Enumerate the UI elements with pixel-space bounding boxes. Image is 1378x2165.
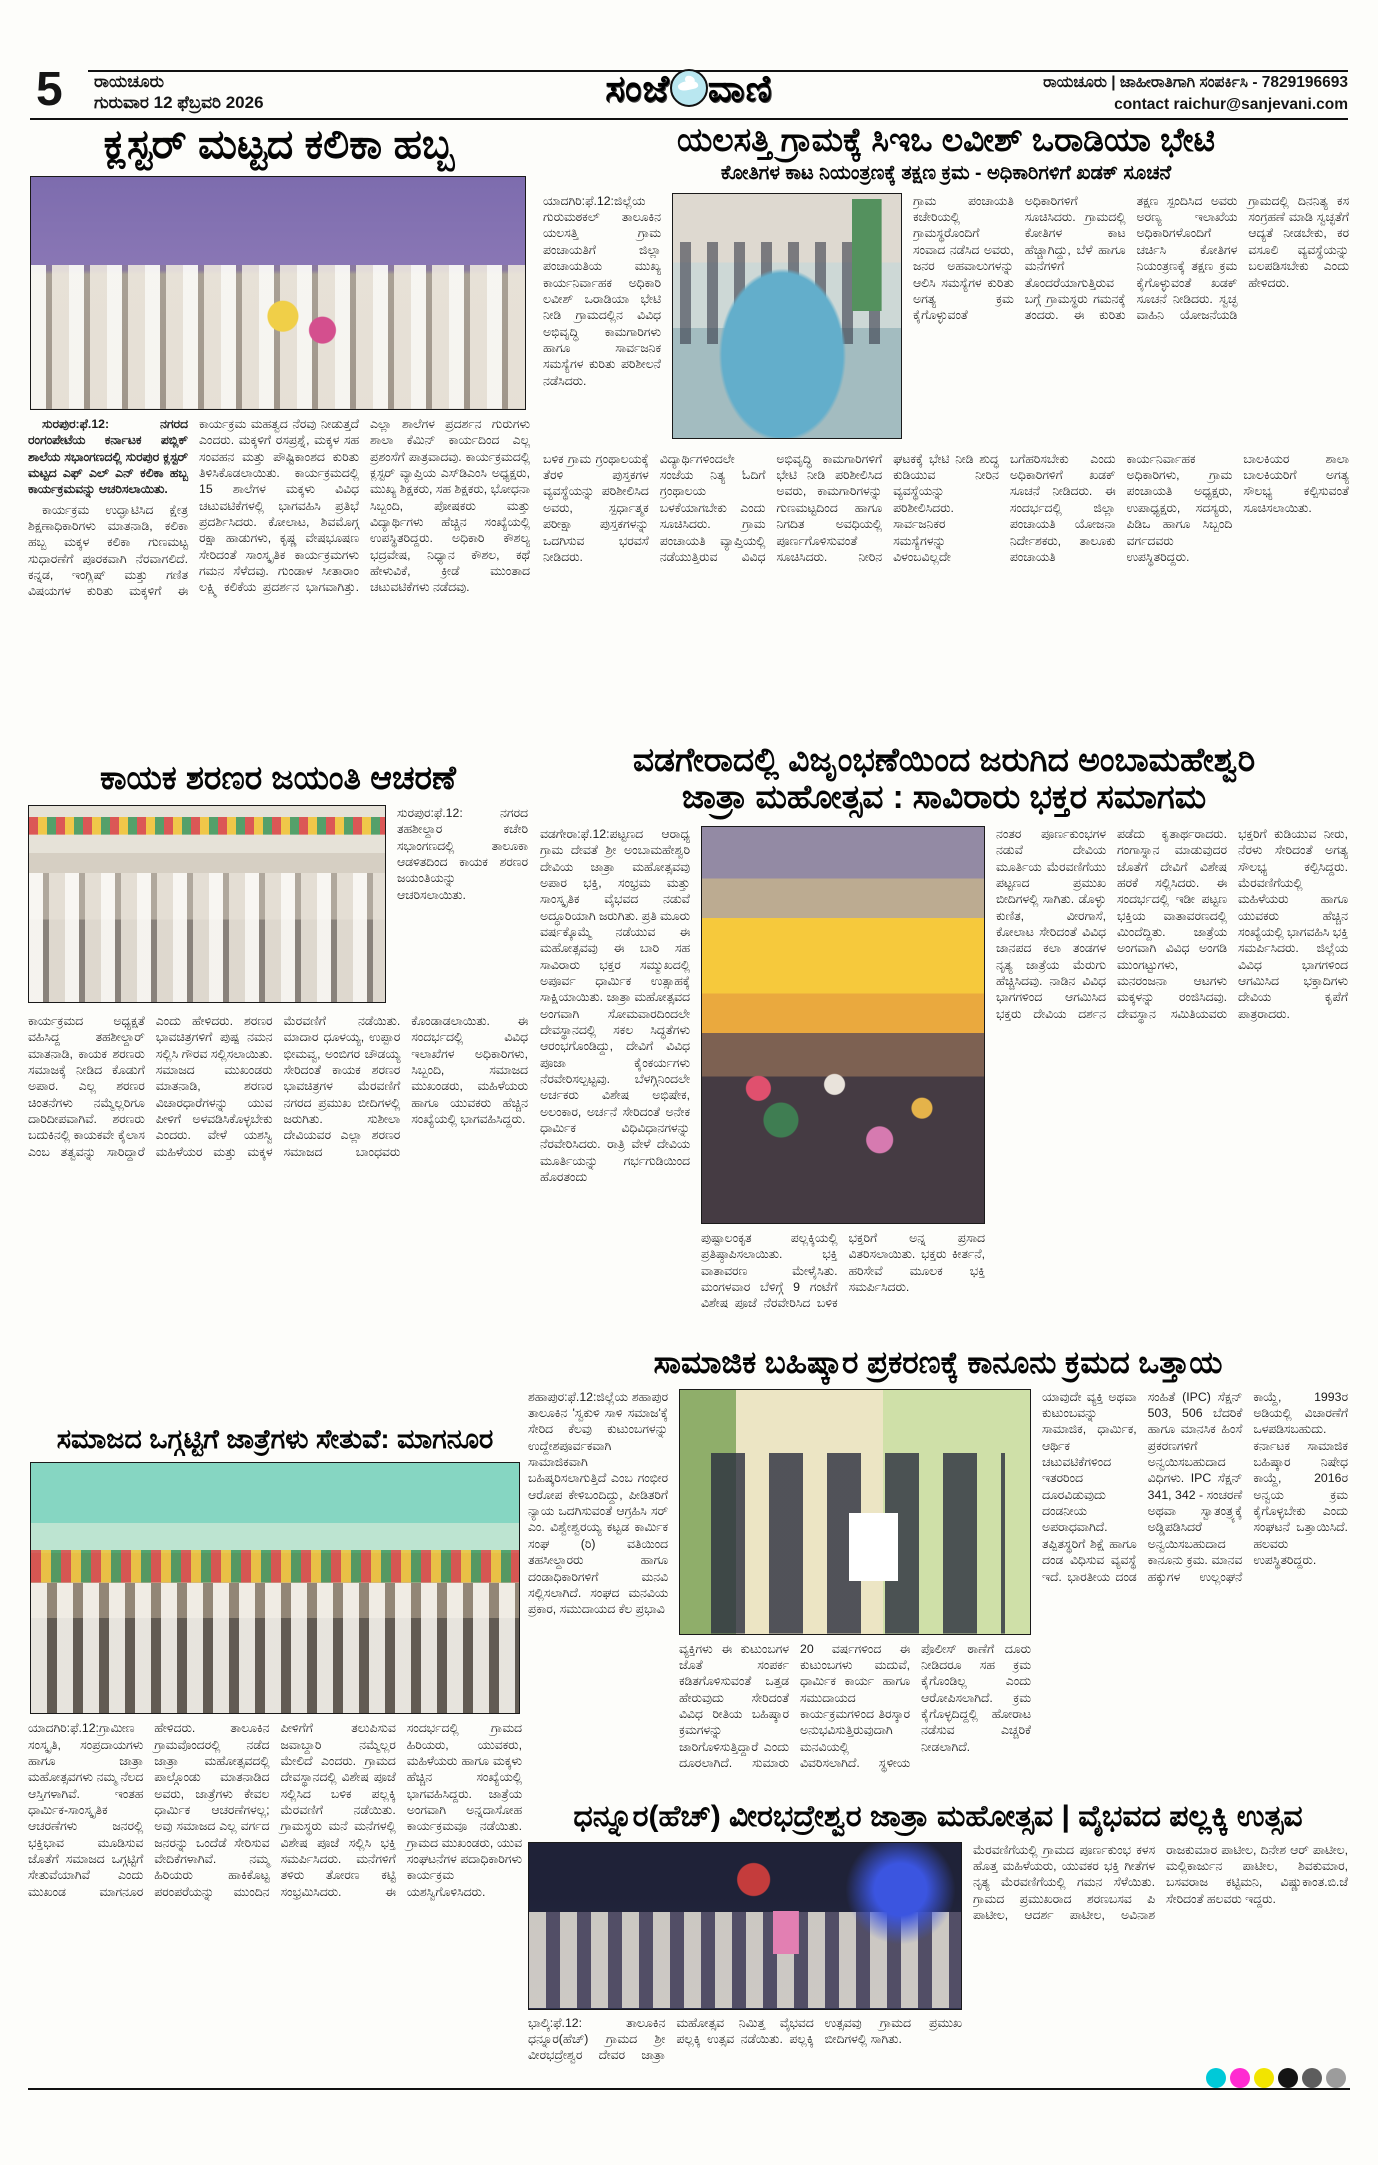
masthead-left: ಸಂಜೆ bbox=[605, 68, 670, 109]
article-a-text: ಕಾರ್ಯಕ್ರಮ ಉದ್ಘಾಟಿಸಿದ ಕ್ಷೇತ್ರ ಶಿಕ್ಷಣಾಧಿಕಾರಿಗಳು ಮಾತನಾಡಿ, ಕಲಿಕಾ ಹಬ್ಬ ಮಕ್ಕಳ ಕಲಿಕಾ ಗುಣಮಟ್ಟ ಸುಧಾರಣೆಗೆ ಪೂರಕವಾಗಿ ನೆರವಾಗಲಿದೆ. ಕನ್ನಡ, ಇಂಗ್ಲಿಷ್ ಮತ್ತು ಗಣಿತ ವಿಷಯಗಳ ಕುರಿತು ಮಕ್ಕಳಿಗೆ ಈ ಕಾರ್ಯಕ್ರಮ ಮಹತ್ವದ ನೆರವು ನೀಡುತ್ತದೆ ಎಂದರು. ಮಕ್ಕಳಿಗೆ ರಸಪ್ರಶ್ನೆ, ಮಕ್ಕಳ ಸಹ ಸಂವಹನ ಮತ್ತು ಪೌಷ್ಟಿಕಾಂಶದ ಕುರಿತು ತಿಳಿಸಿಕೊಡಲಾಯಿತು. ಕಾರ್ಯಕ್ರಮದಲ್ಲಿ 15 ಶಾಲೆಗಳ ಮಕ್ಕಳು ವಿವಿಧ ಚಟುವಟಿಕೆಗಳಲ್ಲಿ ಭಾಗವಹಿಸಿ ಪ್ರತಿಭೆ ಪ್ರದರ್ಶಿಸಿದರು. ಕೋಲಾಟ, ಶಿವಮೊಗ್ಗ ರಕ್ಷಾ ಹಾಡುಗಳು, ಕೃಷ್ಣ ವೇಷಭೂಷಣ ಸೇರಿದಂತೆ ಸಾಂಸ್ಕೃತಿಕ ಕಾರ್ಯಕ್ರಮಗಳು ಗಮನ ಸೆಳೆದವು. ಗುಂಡಾಳ ಸೀತಾರಾಂ ಲಕ್ಷ್ಮಿ ಕಲಿಕೆಯ ಪ್ರದರ್ಶನ ಭಾಗವಾಗಿತ್ತು. ಎಲ್ಲಾ ಶಾಲೆಗಳ ಪ್ರದರ್ಶನ ಗುರುಗಳು ಶಾಲಾ ಕೆಮಿನ್ ಕಾರ್ಯದಿಂದ ಎಲ್ಲ ಪ್ರಶಂಸೆಗೆ ಪಾತ್ರವಾದವು. ಕಾರ್ಯಕ್ರಮದಲ್ಲಿ ಕ್ಲಸ್ಟರ್ ವ್ಯಾಪ್ತಿಯ ಎಸ್‌ಡಿಎಂಸಿ ಅಧ್ಯಕ್ಷರು, ಮುಖ್ಯ ಶಿಕ್ಷಕರು, ಸಹ ಶಿಕ್ಷಕರು, ಭೋಧನಾ ಸಿಬ್ಬಂದಿ, ಪೋಷಕರು ಮತ್ತು ವಿದ್ಯಾರ್ಥಿಗಳು ಹೆಚ್ಚಿನ ಸಂಖ್ಯೆಯಲ್ಲಿ ಉಪಸ್ಥಿತರಿದ್ದರು. ಅಧಿಕಾರಿ ಕೌಶಲ್ಯ ಭದ್ರವೇಷ, ನಿಧ್ಯಾನ ಕೌಶಲ, ಕಥೆ ಹೇಳುವಿಕೆ, ಕ್ರೀಡೆ ಮುಂತಾದ ಚಟುವಟಿಕೆಗಳು ನಡೆದವು. bbox=[28, 416, 530, 599]
article-a-body bbox=[28, 416, 530, 758]
article-b-headline: ಯಲಸತ್ತಿ ಗ್ರಾಮಕ್ಕೆ ಸಿಇಒ ಲವೀಶ್ ಒರಾಡಿಯಾ ಭೇಟಿ bbox=[676, 121, 1216, 158]
article-a-photo bbox=[30, 176, 526, 410]
magenta-print-dot bbox=[1230, 2068, 1250, 2088]
contact-email-line: contact raichur@sanjevani.com bbox=[1114, 96, 1348, 114]
print-registration-marks bbox=[1206, 2068, 1346, 2088]
article-pallakki-utsava bbox=[528, 1800, 1348, 2084]
article-e-body: ಯಾದಗಿರಿ:ಫೆ.12:ಗ್ರಾಮೀಣ ಸಂಸ್ಕೃತಿ, ಸಂಪ್ರದಾಯಗಳು ಹಾಗೂ ಜಾತ್ರಾ ಮಹೋತ್ಸವಗಳು ನಮ್ಮ ನೆಲದ ಆಸ್ತಿಗಳಾಗಿವೆ. ಇಂತಹ ಧಾರ್ಮಿಕ-ಸಾಂಸ್ಕೃತಿಕ ಆಚರಣೆಗಳು ಜನರಲ್ಲಿ ಭಕ್ತಿಭಾವ ಮೂಡಿಸುವ ಜೊತೆಗೆ ಸಮಾಜದ ಒಗ್ಗಟ್ಟಿಗೆ ಸೇತುವೆಯಾಗಿವೆ ಎಂದು ಮುಖಂಡ ಮಾಗನೂರ ಹೇಳಿದರು. ತಾಲೂಕಿನ ಗ್ರಾಮವೊಂದರಲ್ಲಿ ನಡೆದ ಜಾತ್ರಾ ಮಹೋತ್ಸವದಲ್ಲಿ ಪಾಲ್ಗೊಂಡು ಮಾತನಾಡಿದ ಅವರು, ಜಾತ್ರೆಗಳು ಕೇವಲ ಧಾರ್ಮಿಕ ಆಚರಣೆಗಳಲ್ಲ; ಅವು ಸಮಾಜದ ಎಲ್ಲ ವರ್ಗದ ಜನರನ್ನು ಒಂದೆಡೆ ಸೇರಿಸುವ ವೇದಿಕೆಗಳಾಗಿವೆ. ನಮ್ಮ ಹಿರಿಯರು ಹಾಕಿಕೊಟ್ಟ ಪರಂಪರೆಯನ್ನು ಮುಂದಿನ ಪೀಳಿಗೆಗೆ ತಲುಪಿಸುವ ಜವಾಬ್ದಾರಿ ನಮ್ಮೆಲ್ಲರ ಮೇಲಿದೆ ಎಂದರು. ಗ್ರಾಮದ ದೇವಸ್ಥಾನದಲ್ಲಿ ವಿಶೇಷ ಪೂಜೆ ಸಲ್ಲಿಸಿದ ಬಳಿಕ ಪಲ್ಲಕ್ಕಿ ಮೆರವಣಿಗೆ ನಡೆಯಿತು. ಗ್ರಾಮಸ್ಥರು ಮನೆ ಮನೆಗಳಲ್ಲಿ ವಿಶೇಷ ಪೂಜೆ ಸಲ್ಲಿಸಿ ಭಕ್ತಿ ಸಮರ್ಪಿಸಿದರು. ಮನೆಗಳಿಗೆ ತಳಿರು ತೋರಣ ಕಟ್ಟಿ ಸಂಭ್ರಮಿಸಿದರು. ಈ ಸಂದರ್ಭದಲ್ಲಿ ಗ್ರಾಮದ ಹಿರಿಯರು, ಯುವಕರು, ಮಹಿಳೆಯರು ಹಾಗೂ ಮಕ್ಕಳು ಹೆಚ್ಚಿನ ಸಂಖ್ಯೆಯಲ್ಲಿ ಭಾಗವಹಿಸಿದ್ದರು. ಜಾತ್ರೆಯ ಅಂಗವಾಗಿ ಅನ್ನದಾಸೋಹ ಕಾರ್ಯಕ್ರಮವೂ ನಡೆಯಿತು. ಗ್ರಾಮದ ಮುಖಂಡರು, ಯುವ ಸಂಘಟನೆಗಳ ಪದಾಧಿಕಾರಿಗಳು ಕಾರ್ಯಕ್ರಮ ಯಶಸ್ವಿಗೊಳಿಸಿದರು. bbox=[28, 1721, 522, 1899]
article-d-col1: ವಡಗೇರಾ:ಫೆ.12:ಪಟ್ಟಣದ ಆರಾಧ್ಯ ಗ್ರಾಮ ದೇವತೆ ಶ್ರೀ ಅಂಬಾಮಹೇಶ್ವರಿ ದೇವಿಯ ಜಾತ್ರಾ ಮಹೋತ್ಸವವು ಅಪಾರ ಭಕ್ತಿ, ಸಂಭ್ರಮ ಮತ್ತು ಸಾಂಸ್ಕೃತಿಕ ವೈಭವದ ನಡುವೆ ಅದ್ಧೂರಿಯಾಗಿ ಜರುಗಿತು. ಪ್ರತಿ ಮೂರು ವರ್ಷಕ್ಕೊಮ್ಮೆ ನಡೆಯುವ ಈ ಮಹೋತ್ಸವವು ಈ ಬಾರಿ ಸಹ ಸಾವಿರಾರು ಭಕ್ತರ ಸಮ್ಮುಖದಲ್ಲಿ ಅಪೂರ್ವ ಧಾರ್ಮಿಕ ಉತ್ಸಾಹಕ್ಕೆ ಸಾಕ್ಷಿಯಾಯಿತು. ಜಾತ್ರಾ ಮಹೋತ್ಸವದ ಅಂಗವಾಗಿ ಸೋಮವಾರದಿಂದಲೇ ದೇವಸ್ಥಾನದಲ್ಲಿ ಸಕಲ ಸಿದ್ಧತೆಗಳು ಆರಂಭಗೊಂಡಿದ್ದು, ದೇವಿಗೆ ವಿವಿಧ ಪೂಜಾ ಕೈಂಕರ್ಯಗಳು ನೆರವೇರಿಸಲ್ಪಟ್ಟವು. ಬೆಳಗ್ಗಿನಿಂದಲೇ ಅರ್ಚಕರು ವಿಶೇಷ ಅಭಿಷೇಕ, ಅಲಂಕಾರ, ಅರ್ಚನೆ ಸೇರಿದಂತೆ ಅನೇಕ ಧಾರ್ಮಿಕ ವಿಧಿವಿಧಾನಗಳನ್ನು ನೆರವೇರಿಸಿದರು. ರಾತ್ರಿ ವೇಳೆ ದೇವಿಯ ಮೂರ್ತಿಯನ್ನು ಗರ್ಭಗುಡಿಯಿಂದ ಹೊರತಂದು bbox=[540, 826, 690, 1185]
article-f-headline: ಸಾಮಾಜಿಕ ಬಹಿಷ್ಕಾರ ಪ್ರಕರಣಕ್ಕೆ ಕಾನೂನು ಕ್ರಮದ ಒತ್ತಾಯ bbox=[653, 1345, 1223, 1380]
article-c-body: ಕಾರ್ಯಕ್ರಮದ ಅಧ್ಯಕ್ಷತೆ ವಹಿಸಿದ್ದ ತಹಶೀಲ್ದಾರ್ ಮಾತನಾಡಿ, ಕಾಯಕ ಶರಣರು ಸಮಾಜಕ್ಕೆ ನೀಡಿದ ಕೊಡುಗೆ ಅಪಾರ. ಎಲ್ಲ ಶರಣರ ಚಿಂತನೆಗಳು ನಮ್ಮೆಲ್ಲರಿಗೂ ದಾರಿದೀಪವಾಗಿವೆ. ಶರಣರು ಬದುಕಿನಲ್ಲಿ ಕಾಯಕವೇ ಕೈಲಾಸ ಎಂಬ ತತ್ವವನ್ನು ಸಾರಿದ್ದಾರೆ ಎಂದು ಹೇಳಿದರು. ಶರಣರ ಭಾವಚಿತ್ರಗಳಿಗೆ ಪುಷ್ಪ ನಮನ ಸಲ್ಲಿಸಿ ಗೌರವ ಸಲ್ಲಿಸಲಾಯಿತು. ಸಮಾಜದ ಮುಖಂಡರು ಮಾತನಾಡಿ, ಶರಣರ ವಿಚಾರಧಾರೆಗಳನ್ನು ಯುವ ಪೀಳಿಗೆ ಅಳವಡಿಸಿಕೊಳ್ಳಬೇಕು ಎಂದರು. ವೇಳೆ ಯಶಸ್ವಿ ಮಹಿಳೆಯರ ಮತ್ತು ಮಕ್ಕಳ ಮೆರವಣಿಗೆ ನಡೆಯಿತು. ಮಾದಾರ ಧೂಳಯ್ಯ, ಉಪ್ಪಾರ ಭೀಮವ್ವ, ಅಂಬಿಗರ ಚೌಡಯ್ಯ ಸೇರಿದಂತೆ ಕಾಯಕ ಶರಣರ ಭಾವಚಿತ್ರಗಳ ಮೆರವಣಿಗೆ ನಗರದ ಪ್ರಮುಖ ಬೀದಿಗಳಲ್ಲಿ ಜರುಗಿತು. ಸುಶೀಲಾ ದೇವಿಯವರ ಎಲ್ಲಾ ಶರಣರ ಸಮಾಜದ ಬಾಂಧವರು ಕೊಂಡಾಡಲಾಯಿತು. ಈ ಸಂದರ್ಭದಲ್ಲಿ ವಿವಿಧ ಇಲಾಖೆಗಳ ಅಧಿಕಾರಿಗಳು, ಸಿಬ್ಬಂದಿ, ಸಮಾಜದ ಮುಖಂಡರು, ಮಹಿಳೆಯರು ಹಾಗೂ ಯುವಕರು ಹೆಚ್ಚಿನ ಸಂಖ್ಯೆಯಲ್ಲಿ ಭಾಗವಹಿಸಿದ್ದರು. bbox=[28, 1013, 528, 1159]
article-b-subhead: ಕೋತಿಗಳ ಕಾಟ ನಿಯಂತ್ರಣಕ್ಕೆ ತಕ್ಷಣ ಕ್ರಮ - ಅಧಿಕಾರಿಗಳಿಗೆ ಖಡಕ್ ಸೂಚನೆ bbox=[720, 161, 1172, 184]
article-kayaka-sharanara-jayanti bbox=[28, 760, 528, 1420]
bottom-rule bbox=[28, 2088, 1350, 2090]
article-b-col1: ಯಾದಗಿರಿ:ಫೆ.12:ಜಿಲ್ಲೆಯ ಗುರುಮಠಕಲ್ ತಾಲೂಕಿನ ಯಲಸತ್ತಿ ಗ್ರಾಮ ಪಂಚಾಯತಿಗೆ ಜಿಲ್ಲಾ ಪಂಚಾಯತಿಯ ಮುಖ್ಯ ಕಾರ್ಯನಿರ್ವಾಹಕ ಅಧಿಕಾರಿ ಲವೀಶ್ ಒರಾಡಿಯಾ ಭೇಟಿ ನೀಡಿ ಗ್ರಾಮದಲ್ಲಿನ ವಿವಿಧ ಅಭಿವೃದ್ಧಿ ಕಾಮಗಾರಿಗಳು ಹಾಗೂ ಸಾರ್ವಜನಿಕ ಸಮಸ್ಯೆಗಳ ಕುರಿತು ಪರಿಶೀಲನೆ ನಡೆಸಿದರು. bbox=[543, 193, 661, 388]
article-g-right: ಮೆರವಣಿಗೆಯಲ್ಲಿ ಗ್ರಾಮದ ಪೂರ್ಣಕುಂಭ ಕಳಸ ಹೊತ್ತ ಮಹಿಳೆಯರು, ಯುವಕರ ಭಕ್ತಿ ಗೀತೆಗಳ ನೃತ್ಯ ಮೆರವಣಿಗೆಯಲ್ಲಿ ಗಮನ ಸೆಳೆಯಿತು. ಗ್ರಾಮದ ಪ್ರಮುಖರಾದ ಶರಣಬಸವ ಪಿ ಪಾಟೀಲ, ಆದರ್ಶ ಪಾಟೀಲ, ಅವಿನಾಶ ರಾಜಕುಮಾರ ಪಾಟೀಲ, ದಿನೇಶ ಆರ್ ಪಾಟೀಲ, ಮಲ್ಲಿಕಾರ್ಜುನ ಪಾಟೀಲ, ಶಿವಕುಮಾರ, ಬಸವರಾಜ ಕಟ್ಟಿಮನಿ, ವಿಷ್ಣುಕಾಂತ.ಬಿ.ಜೆ ಸೇರಿದಂತೆ ಹಲವರು ಇದ್ದರು. bbox=[973, 1842, 1348, 1922]
cyan-print-dot bbox=[1206, 2068, 1226, 2088]
article-b-photo bbox=[672, 193, 902, 439]
masthead-right: ವಾಣಿ bbox=[707, 68, 773, 109]
article-d-headline-line2: ಜಾತ್ರಾ ಮಹೋತ್ಸವ : ಸಾವಿರಾರು ಭಕ್ತರ ಸಮಾಗಮ bbox=[681, 777, 1207, 815]
article-c-photo bbox=[28, 805, 386, 1003]
article-c-headline: ಕಾಯಕ ಶರಣರ ಜಯಂತಿ ಆಚರಣೆ bbox=[99, 759, 457, 796]
gray-print-dot bbox=[1302, 2068, 1322, 2088]
advert-contact-line: ರಾಯಚೂರು | ಜಾಹೀರಾತಿಗಾಗಿ ಸಂಪರ್ಕಿಸಿ - 7829196693 bbox=[1043, 74, 1348, 91]
article-g-under-photo: ಭಾಲ್ಕಿ:ಫೆ.12: ತಾಲೂಕಿನ ಧನ್ನೂರ(ಹೆಚ್) ಗ್ರಾಮದ ಶ್ರೀ ವೀರಭದ್ರೇಶ್ವರ ದೇವರ ಜಾತ್ರಾ ಮಹೋತ್ಸವ ನಿಮಿತ್ತ ವೈಭವದ ಪಲ್ಲಕ್ಕಿ ಉತ್ಸವ ನಡೆಯಿತು. ಪಲ್ಲಕ್ಕಿ ಉತ್ಸವವು ಗ್ರಾಮದ ಪ್ರಮುಖ ಬೀದಿಗಳಲ್ಲಿ ಸಾಗಿತು. bbox=[528, 2015, 962, 2063]
article-d-headline-line1: ವಡಗೇರಾದಲ್ಲಿ ವಿಜೃಂಭಣೆಯಿಂದ ಜರುಗಿದ ಅಂಬಾಮಹೇಶ್ವರಿ bbox=[632, 741, 1256, 778]
article-d-photo bbox=[701, 826, 985, 1224]
article-social-boycott bbox=[528, 1346, 1348, 1798]
article-f-col1: ಶಹಾಪುರ:ಫೆ.12:ಜಿಲ್ಲೆಯ ಶಹಾಪುರ ತಾಲೂಕಿನ 'ಸ್ವಕುಳಿ ಸಾಳಿ ಸಮಾಜ'ಕ್ಕೆ ಸೇರಿದ ಕೆಲವು ಕುಟುಂಬಗಳನ್ನು ಉದ್ದೇಶಪೂರ್ವಕವಾಗಿ ಸಾಮಾಜಿಕವಾಗಿ ಬಹಿಷ್ಕರಿಸಲಾಗುತ್ತಿದೆ ಎಂಬ ಗಂಭೀರ ಆರೋಪ ಕೇಳಿಬಂದಿದ್ದು, ಪೀಡಿತರಿಗೆ ನ್ಯಾಯ ಒದಗಿಸುವಂತೆ ಆಗ್ರಹಿಸಿ ಸರ್ ಎಂ. ವಿಶ್ವೇಶ್ವರಯ್ಯ ಕಟ್ಟಡ ಕಾರ್ಮಿಕ ಸಂಘ (ರಿ) ವತಿಯಿಂದ ತಹಸೀಲ್ದಾರರು ಹಾಗೂ ದಂಡಾಧಿಕಾರಿಗಳಿಗೆ ಮನವಿ ಸಲ್ಲಿಸಲಾಗಿದೆ. ಸಂಘದ ಮನವಿಯ ಪ್ರಕಾರ, ಸಮುದಾಯದ ಕೆಲ ಪ್ರಭಾವಿ bbox=[528, 1389, 668, 1617]
article-cluster-learning-festival bbox=[28, 122, 530, 762]
article-e-headline: ಸಮಾಜದ ಒಗ್ಗಟ್ಟಿಗೆ ಜಾತ್ರೆಗಳು ಸೇತುವೆ: ಮಾಗನೂರ bbox=[56, 1424, 494, 1454]
date-line: ಗುರುವಾರ 12 ಫೆಬ್ರವರಿ 2026 bbox=[94, 93, 264, 112]
article-a-lead: ಸುರಪುರ:ಫೆ.12: ನಗರದ ರಂಗಂಪೇಟೆಯ ಕರ್ನಾಟಕ ಪಬ್ಲಿಕ್ ಶಾಲೆಯ ಸಭಾಂಗಣದಲ್ಲಿ ಸುರಪುರ ಕ್ಲಸ್ಟರ್ ಮಟ್ಟದ ಎಫ್ ಎಲ್ ಎನ್ ಕಲಿಕಾ ಹಬ್ಬ ಕಾರ್ಯಕ್ರಮವನ್ನು ಆಚರಿಸಲಾಯಿತು. bbox=[28, 416, 188, 497]
article-e-photo bbox=[30, 1462, 520, 1714]
article-ceo-visit bbox=[543, 122, 1349, 762]
article-d-under-photo: ಪುಷ್ಪಾಲಂಕೃತ ಪಲ್ಲಕ್ಕಿಯಲ್ಲಿ ಪ್ರತಿಷ್ಠಾಪಿಸಲಾಯಿತು. ಭಕ್ತಿ ವಾತಾವರಣ ಮೇಳೈಸಿತು. ಮಂಗಳವಾರ ಬೆಳಿಗ್ಗೆ 9 ಗಂಟೆಗೆ ವಿಶೇಷ ಪೂಜೆ ನೆರವೇರಿಸಿದ ಬಳಿಕ ಭಕ್ತರಿಗೆ ಅನ್ನ ಪ್ರಸಾದ ವಿತರಿಸಲಾಯಿತು. ಭಕ್ತರು ಕೀರ್ತನೆ, ಹರಿಸೇವೆ ಮೂಲಕ ಭಕ್ತಿ ಸಮರ್ಪಿಸಿದರು. bbox=[701, 1230, 985, 1311]
edition-city: ರಾಯಚೂರು bbox=[94, 72, 165, 91]
article-f-photo-column bbox=[679, 1389, 1031, 1789]
article-g-photo bbox=[528, 1842, 962, 2010]
article-ambamaheshwari-jatra bbox=[540, 742, 1348, 1342]
article-f-right: ಯಾವುದೇ ವ್ಯಕ್ತಿ ಅಥವಾ ಕುಟುಂಬವನ್ನು ಸಾಮಾಜಿಕ, ಧಾರ್ಮಿಕ, ಆರ್ಥಿಕ ಚಟುವಟಿಕೆಗಳಿಂದ ಇತರರಿಂದ ದೂರವಿಡುವುದು ದಂಡನೀಯ ಅಪರಾಧವಾಗಿದೆ. ತಪ್ಪಿತಸ್ಥರಿಗೆ ಶಿಕ್ಷೆ ಹಾಗೂ ದಂಡ ವಿಧಿಸುವ ವ್ಯವಸ್ಥೆ ಇದೆ. ಭಾರತೀಯ ದಂಡ ಸಂಹಿತೆ (IPC) ಸೆಕ್ಷನ್ 503, 506 ಬೆದರಿಕೆ ಹಾಗೂ ಮಾನಸಿಕ ಹಿಂಸೆ ಪ್ರಕರಣಗಳಿಗೆ ಅನ್ವಯಿಸಬಹುದಾದ ವಿಧಿಗಳು. IPC ಸೆಕ್ಷನ್ 341, 342 - ಸಂಚರಣೆ ಅಥವಾ ಸ್ವಾತಂತ್ರ್ಯಕ್ಕೆ ಅಡ್ಡಿಪಡಿಸಿದರೆ ಅನ್ವಯಿಸಬಹುದಾದ ಕಾನೂನು ಕ್ರಮ. ಮಾನವ ಹಕ್ಕುಗಳ ಉಲ್ಲಂಘನೆ ಕಾಯ್ದೆ, 1993ರ ಅಡಿಯಲ್ಲಿ ವಿಚಾರಣೆಗೆ ಒಳಪಡಿಸಬಹುದು. ಕರ್ನಾಟಕ ಸಾಮಾಜಿಕ ಬಹಿಷ್ಕಾರ ನಿಷೇಧ ಕಾಯ್ದೆ, 2016ರ ಅನ್ವಯ ಕ್ರಮ ಕೈಗೊಳ್ಳಬೇಕು ಎಂದು ಸಂಘಟನೆ ಒತ್ತಾಯಿಸಿದೆ. ಹಲವರು ಉಪಸ್ಥಿತರಿದ್ದರು. bbox=[1042, 1389, 1348, 1584]
article-f-photo bbox=[679, 1389, 1031, 1635]
header-bottom-rule bbox=[30, 118, 1348, 120]
black-print-dot bbox=[1278, 2068, 1298, 2088]
article-b-bottom: ಬಳಿಕ ಗ್ರಾಮ ಗ್ರಂಥಾಲಯಕ್ಕೆ ತೆರಳಿ ಪುಸ್ತಕಗಳ ವ್ಯವಸ್ಥೆಯನ್ನು ಪರಿಶೀಲಿಸಿದ ಅವರು, ಸ್ಪರ್ಧಾತ್ಮಕ ಪರೀಕ್ಷಾ ಪುಸ್ತಕಗಳನ್ನು ಒದಗಿಸುವ ಭರವಸೆ ನೀಡಿದರು. ವಿದ್ಯಾರ್ಥಿಗಳಿಂದಲೇ ಸಂಜೆಯ ನಿತ್ಯ ಓದಿಗೆ ಗ್ರಂಥಾಲಯ ಬಳಕೆಯಾಗಬೇಕು ಎಂದು ಸೂಚಿಸಿದರು. ಗ್ರಾಮ ಪಂಚಾಯತಿ ವ್ಯಾಪ್ತಿಯಲ್ಲಿ ನಡೆಯುತ್ತಿರುವ ವಿವಿಧ ಅಭಿವೃದ್ಧಿ ಕಾಮಗಾರಿಗಳಿಗೆ ಭೇಟಿ ನೀಡಿ ಪರಿಶೀಲಿಸಿದ ಅವರು, ಕಾಮಗಾರಿಗಳನ್ನು ಗುಣಮಟ್ಟದಿಂದ ಹಾಗೂ ನಿಗದಿತ ಅವಧಿಯಲ್ಲಿ ಪೂರ್ಣಗೊಳಿಸುವಂತೆ ಸೂಚಿಸಿದರು. ನೀರಿನ ಘಟಕಕ್ಕೆ ಭೇಟಿ ನೀಡಿ ಶುದ್ಧ ಕುಡಿಯುವ ನೀರಿನ ವ್ಯವಸ್ಥೆಯನ್ನು ಪರಿಶೀಲಿಸಿದರು. ಸಾರ್ವಜನಿಕರ ಸಮಸ್ಯೆಗಳನ್ನು ವಿಳಂಬವಿಲ್ಲದೇ ಬಗೆಹರಿಸಬೇಕು ಎಂದು ಅಧಿಕಾರಿಗಳಿಗೆ ಖಡಕ್ ಸೂಚನೆ ನೀಡಿದರು. ಈ ಸಂದರ್ಭದಲ್ಲಿ ಜಿಲ್ಲಾ ಪಂಚಾಯತಿ ಯೋಜನಾ ನಿರ್ದೇಶಕರು, ತಾಲೂಕು ಪಂಚಾಯತಿ ಕಾರ್ಯನಿರ್ವಾಹಕ ಅಧಿಕಾರಿಗಳು, ಗ್ರಾಮ ಪಂಚಾಯತಿ ಅಧ್ಯಕ್ಷರು, ಉಪಾಧ್ಯಕ್ಷರು, ಸದಸ್ಯರು, ಪಿಡಿಒ ಹಾಗೂ ಸಿಬ್ಬಂದಿ ವರ್ಗದವರು ಉಪಸ್ಥಿತರಿದ್ದರು. ಬಾಲಕಿಯರ ಶಾಲಾ ಬಾಲಕಿಯರಿಗೆ ಅಗತ್ಯ ಸೌಲಭ್ಯ ಕಲ್ಪಿಸುವಂತೆ ಸೂಚಿಸಲಾಯಿತು. bbox=[543, 451, 1349, 564]
dove-logo-icon bbox=[670, 69, 708, 107]
article-d-photo-column bbox=[701, 826, 985, 1326]
article-d-right: ನಂತರ ಪೂರ್ಣಕುಂಭಗಳ ನಡುವೆ ದೇವಿಯ ಮೂರ್ತಿಯ ಮೆರವಣಿಗೆಯು ಪಟ್ಟಣದ ಪ್ರಮುಖ ಬೀದಿಗಳಲ್ಲಿ ಸಾಗಿತು. ಡೊಳ್ಳು ಕುಣಿತ, ವೀರಗಾಸೆ, ಕೋಲಾಟ ಸೇರಿದಂತೆ ವಿವಿಧ ಜಾನಪದ ಕಲಾ ತಂಡಗಳ ನೃತ್ಯ ಜಾತ್ರೆಯ ಮೆರುಗು ಹೆಚ್ಚಿಸಿದವು. ನಾಡಿನ ವಿವಿಧ ಭಾಗಗಳಿಂದ ಆಗಮಿಸಿದ ಭಕ್ತರು ದೇವಿಯ ದರ್ಶನ ಪಡೆದು ಕೃತಾರ್ಥರಾದರು. ಗಂಗಾಸ್ನಾನ ಮಾಡುವುದರ ಜೊತೆಗೆ ದೇವಿಗೆ ವಿಶೇಷ ಹರಕೆ ಸಲ್ಲಿಸಿದರು. ಈ ಸಂದರ್ಭದಲ್ಲಿ ಇಡೀ ಪಟ್ಟಣ ಭಕ್ತಿಯ ವಾತಾವರಣದಲ್ಲಿ ಮಿಂದೆದ್ದಿತು. ಜಾತ್ರೆಯ ಅಂಗವಾಗಿ ವಿವಿಧ ಅಂಗಡಿ ಮುಂಗಟ್ಟುಗಳು, ಮನರಂಜನಾ ಆಟಗಳು ಮಕ್ಕಳನ್ನು ರಂಜಿಸಿದವು. ದೇವಸ್ಥಾನ ಸಮಿತಿಯವರು ಭಕ್ತರಿಗೆ ಕುಡಿಯುವ ನೀರು, ನೆರಳು ಸೇರಿದಂತೆ ಅಗತ್ಯ ಸೌಲಭ್ಯ ಕಲ್ಪಿಸಿದ್ದರು. ಮೆರವಣಿಗೆಯಲ್ಲಿ ಮಹಿಳೆಯರು ಹಾಗೂ ಯುವಕರು ಹೆಚ್ಚಿನ ಸಂಖ್ಯೆಯಲ್ಲಿ ಭಾಗವಹಿಸಿ ಭಕ್ತಿ ಸಮರ್ಪಿಸಿದರು. ಜಿಲ್ಲೆಯ ವಿವಿಧ ಭಾಗಗಳಿಂದ ಆಗಮಿಸಿದ ಭಕ್ತಾದಿಗಳು ದೇವಿಯ ಕೃಪೆಗೆ ಪಾತ್ರರಾದರು. bbox=[996, 826, 1348, 1021]
lightgray-print-dot bbox=[1326, 2068, 1346, 2088]
article-jatras-bridge-society bbox=[28, 1424, 522, 2084]
contact-block bbox=[1043, 72, 1348, 117]
article-a-headline: ಕ್ಲಸ್ಟರ್ ಮಟ್ಟದ ಕಲಿಕಾ ಹಬ್ಬ bbox=[103, 121, 455, 167]
yellow-print-dot bbox=[1254, 2068, 1274, 2088]
article-c-side: ಸುರಪುರ:ಫೆ.12: ನಗರದ ತಹಶೀಲ್ದಾರ ಕಚೇರಿ ಸಭಾಂಗಣದಲ್ಲಿ ತಾಲೂಕಾ ಆಡಳಿತದಿಂದ ಕಾಯಕ ಶರಣರ ಜಯಂತಿಯನ್ನು ಆಚರಿಸಲಾಯಿತು. bbox=[397, 805, 528, 902]
article-f-under-photo: ವ್ಯಕ್ತಿಗಳು ಈ ಕುಟುಂಬಗಳ ಜೊತೆ ಸಂಪರ್ಕ ಕಡಿತಗೊಳಿಸುವಂತೆ ಒತ್ತಡ ಹೇರುವುದು ಸೇರಿದಂತೆ ವಿವಿಧ ರೀತಿಯ ಬಹಿಷ್ಕಾರ ಕ್ರಮಗಳನ್ನು ಜಾರಿಗೊಳಿಸುತ್ತಿದ್ದಾರೆ ಎಂದು ದೂರಲಾಗಿದೆ. ಸುಮಾರು 20 ವರ್ಷಗಳಿಂದ ಈ ಕುಟುಂಬಗಳು ಮದುವೆ, ಧಾರ್ಮಿಕ ಕಾರ್ಯ ಹಾಗೂ ಸಮುದಾಯದ ಕಾರ್ಯಕ್ರಮಗಳಿಂದ ತಿರಸ್ಕಾರ ಅನುಭವಿಸುತ್ತಿರುವುದಾಗಿ ಮನವಿಯಲ್ಲಿ ವಿವರಿಸಲಾಗಿದೆ. ಸ್ಥಳೀಯ ಪೊಲೀಸ್ ಠಾಣೆಗೆ ದೂರು ನೀಡಿದರೂ ಸಹ ಕ್ರಮ ಕೈಗೊಂಡಿಲ್ಲ ಎಂದು ಆರೋಪಿಸಲಾಗಿದೆ. ಕ್ರಮ ಕೈಗೊಳ್ಳದಿದ್ದಲ್ಲಿ ಹೋರಾಟ ನಡೆಸುವ ಎಚ್ಚರಿಕೆ ನೀಡಲಾಗಿದೆ. bbox=[679, 1641, 1031, 1771]
article-b-right: ಗ್ರಾಮ ಪಂಚಾಯತಿ ಕಚೇರಿಯಲ್ಲಿ ಗ್ರಾಮಸ್ಥರೊಂದಿಗೆ ಸಂವಾದ ನಡೆಸಿದ ಅವರು, ಜನರ ಅಹವಾಲುಗಳನ್ನು ಆಲಿಸಿ ಸಮಸ್ಯೆಗಳ ಕುರಿತು ಅಗತ್ಯ ಕ್ರಮ ಕೈಗೊಳ್ಳುವಂತೆ ಅಧಿಕಾರಿಗಳಿಗೆ ಸೂಚಿಸಿದರು. ಗ್ರಾಮದಲ್ಲಿ ಕೋತಿಗಳ ಕಾಟ ಹೆಚ್ಚಾಗಿದ್ದು, ಬೆಳೆ ಹಾಗೂ ಮನೆಗಳಿಗೆ ತೊಂದರೆಯಾಗುತ್ತಿರುವ ಬಗ್ಗೆ ಗ್ರಾಮಸ್ಥರು ಗಮನಕ್ಕೆ ತಂದರು. ಈ ಕುರಿತು ತಕ್ಷಣ ಸ್ಪಂದಿಸಿದ ಅವರು ಅರಣ್ಯ ಇಲಾಖೆಯ ಅಧಿಕಾರಿಗಳೊಂದಿಗೆ ಚರ್ಚಿಸಿ ಕೋತಿಗಳ ನಿಯಂತ್ರಣಕ್ಕೆ ತಕ್ಷಣ ಕ್ರಮ ಕೈಗೊಳ್ಳುವಂತೆ ಖಡಕ್ ಸೂಚನೆ ನೀಡಿದರು. ಸ್ವಚ್ಛ ವಾಹಿನಿ ಯೋಜನೆಯಡಿ ಗ್ರಾಮದಲ್ಲಿ ದಿನನಿತ್ಯ ಕಸ ಸಂಗ್ರಹಣೆ ಮಾಡಿ ಸ್ವಚ್ಛತೆಗೆ ಆದ್ಯತೆ ನೀಡಬೇಕು, ಕರ ವಸೂಲಿ ವ್ಯವಸ್ಥೆಯನ್ನು ಬಲಪಡಿಸಬೇಕು ಎಂದು ಹೇಳಿದರು. bbox=[913, 193, 1349, 323]
article-g-photo-column bbox=[528, 1842, 962, 2070]
page-number: 5 bbox=[36, 63, 63, 116]
article-g-headline: ಧನ್ನೂರ(ಹೆಚ್) ವೀರಭದ್ರೇಶ್ವರ ಜಾತ್ರಾ ಮಹೋತ್ಸವ | ವೈಭವದ ಪಲ್ಲಕ್ಕಿ ಉತ್ಸವ bbox=[573, 1800, 1303, 1833]
